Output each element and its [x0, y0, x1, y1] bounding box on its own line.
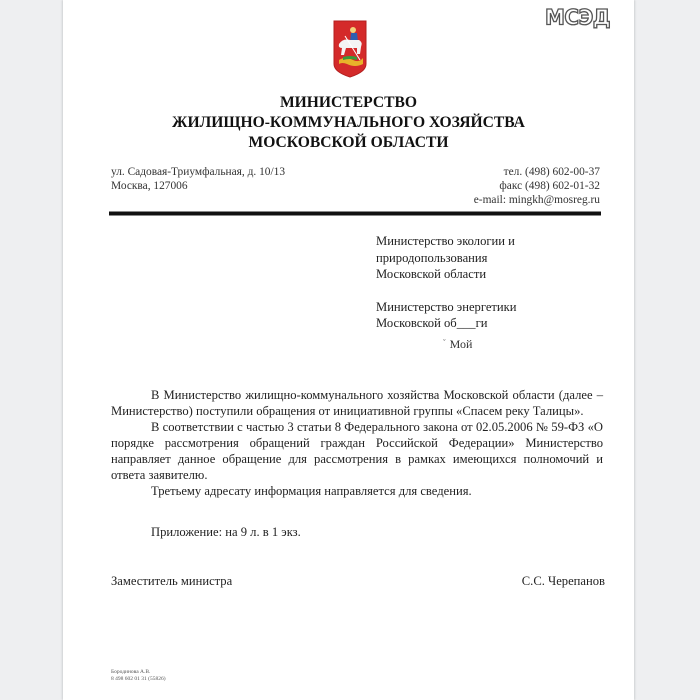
address-line: ул. Садовая-Триумфальная, д. 10/13: [111, 166, 286, 178]
body-paragraph: Третьему адресату информация направляется для сведения.: [151, 484, 472, 498]
address-line: Москва, 127006: [111, 180, 188, 192]
recipient-line: природопользования: [376, 250, 488, 265]
signatory-position: Заместитель министра: [111, 574, 233, 588]
recipient: [376, 299, 517, 332]
handwritten-annotation: [443, 336, 472, 352]
contact-info: [474, 165, 600, 207]
executor-name: Бородинова А.В.: [111, 669, 151, 675]
recipient-line: Министерство экологии и: [376, 234, 515, 248]
coat-of-arms-icon: [333, 20, 367, 78]
body-paragraph: В соответствии с частью 3 статьи 8 Федерального закона от 02.05.2006 № 59-ФЗ «О порядке рассмотрения обращений граждан Российской Федерации» Министерство направляет данное обращение для рассмотрения в рамках имеющихся полномочий и ответа заявителю.: [111, 420, 603, 482]
letter-body: [111, 387, 603, 499]
handwritten-note: Мой: [449, 337, 473, 351]
ministry-title: [63, 93, 634, 153]
recipient-line: Московской об___ги: [376, 316, 488, 330]
fax-line: факс (498) 602-01-32: [499, 180, 600, 192]
phone-line: тел. (498) 602-00-37: [503, 166, 600, 178]
recipient-line: Московской области: [376, 267, 487, 281]
title-line: ЖИЛИЩНО-КОММУНАЛЬНОГО ХОЗЯЙСТВА: [172, 114, 525, 131]
letter-page: [63, 0, 634, 700]
recipient-line: Министерство энергетики: [376, 299, 517, 314]
body-paragraph: В Министерство жилищно-коммунального хозяйства Московской области (далее – Министерство) поступили обращения от инициативной группы «Спасем реку Талицы».: [111, 388, 603, 418]
recipients-block: [376, 233, 517, 332]
title-line: МИНИСТЕРСТВО: [279, 94, 418, 111]
msed-stamp: МСЭД: [545, 4, 611, 30]
executor-phone: 8 498 602 01 31 (55826): [111, 676, 166, 682]
ink-mark: ˇ: [443, 338, 446, 347]
title-line: МОСКОВСКОЙ ОБЛАСТИ: [248, 134, 449, 151]
recipient: [376, 233, 517, 283]
attachment-note: Приложение: на 9 л. в 1 экз.: [151, 525, 301, 539]
executor-info: [111, 669, 166, 683]
email-line: e-mail: mingkh@mosreg.ru: [473, 194, 600, 206]
postal-address: [111, 165, 285, 193]
signatory-name: С.С. Черепанов: [521, 574, 605, 588]
header-divider: [109, 211, 601, 216]
